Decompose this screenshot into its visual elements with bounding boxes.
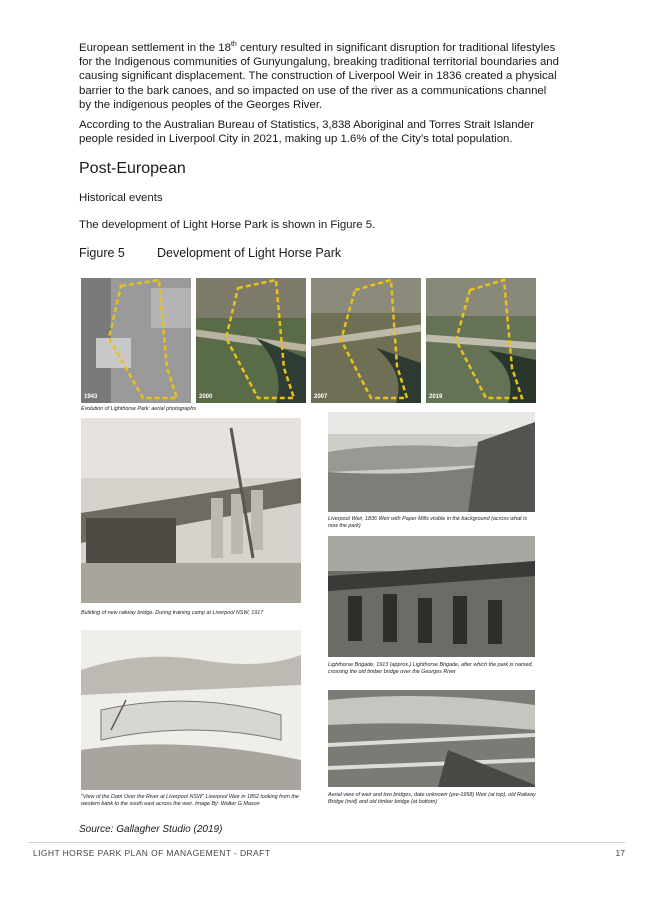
aerial-photo-2000 xyxy=(196,278,306,403)
caption-aerials: Evolution of Lighthorse Park: aerial photographs xyxy=(81,406,197,412)
aerial-year-label: 2000 xyxy=(199,394,213,400)
figure-number: Figure 5 xyxy=(79,246,125,260)
aerial-photo-2019 xyxy=(426,278,536,403)
paragraph-text: century resulted in significant disruption for traditional lifestyles for the Indigenous communities of Gunyungalung, breaking traditional territorial boundaries and causing significant displacement. The construction of Liverpool Weir in 1836 created a physical barrier to the bark canoes, and so impacted on use of the river as a communications channel by the indigenous peoples of the Georges River. xyxy=(79,41,559,111)
paragraph-european-settlement xyxy=(79,38,559,112)
aerial-photo-graphic xyxy=(81,278,191,403)
figure-title: Development of Light Horse Park xyxy=(157,246,342,260)
superscript: th xyxy=(230,41,237,48)
section-heading: Post-European xyxy=(79,160,186,177)
subheading: Historical events xyxy=(79,192,163,204)
caption-weir: Liverpool Weir, 1836 Weir with Paper Mills visible in the background (across what is now the park) xyxy=(328,516,528,529)
intro-text: The development of Light Horse Park is shown in Figure 5. xyxy=(79,219,376,231)
aerial-photo-graphic xyxy=(196,278,306,403)
aerial-photo-2007 xyxy=(311,278,421,403)
footer-divider xyxy=(28,842,625,843)
aerial-photo-1943 xyxy=(81,278,191,403)
figure-source: Source: Gallagher Studio (2019) xyxy=(79,824,223,835)
paragraph-text: European settlement in the 18 xyxy=(79,41,231,54)
aerial-year-label: 2007 xyxy=(314,394,328,400)
caption-dam: "View of the Dam Over the River at Liverpool NSW" Liverpool Weir in 1852 looking from the western bank to the south east across the weir. Image By: Walter G Mason xyxy=(81,794,299,807)
caption-aerial-bridges: Aerial view of weir and two bridges, date unknown (pre-1958) Weir (at top), old Railway Bridge (mid) and old timber bridge (at bottom) xyxy=(328,792,536,805)
railway-bridge-graphic xyxy=(81,418,301,603)
railway-bridge-photo xyxy=(81,418,301,603)
weir-graphic xyxy=(328,412,535,512)
dam-sketch-graphic xyxy=(81,630,301,790)
aerial-photo-graphic xyxy=(311,278,421,403)
aerial-year-label: 2019 xyxy=(429,394,443,400)
aerial-year-label: 1943 xyxy=(84,394,98,400)
weir-1836-photo xyxy=(328,412,535,512)
lighthorse-graphic xyxy=(328,536,535,657)
page-number: 17 xyxy=(615,848,625,858)
caption-railway: Building of new railway bridge. During training camp at Liverpool NSW, 1917 xyxy=(81,610,264,616)
footer-title: LIGHT HORSE PARK PLAN OF MANAGEMENT - DRAFT xyxy=(33,848,271,858)
aerial-bridges-graphic xyxy=(328,690,535,787)
aerial-bridges-photo xyxy=(328,690,535,787)
figure-label xyxy=(79,246,341,260)
aerial-photo-graphic xyxy=(426,278,536,403)
caption-brigade: Lighthorse Brigade, 1913 (approx.) Lighthorse Brigade, after which the park is named, crossing the old timber bridge over the Georges River xyxy=(328,662,533,675)
dam-sketch-image xyxy=(81,630,301,790)
paragraph-abs-statistics: According to the Australian Bureau of Statistics, 3,838 Aboriginal and Torres Strait Islander people resided in Liverpool City in 2021, making up 1.6% of the City’s total population. xyxy=(79,119,535,146)
lighthorse-brigade-photo xyxy=(328,536,535,657)
